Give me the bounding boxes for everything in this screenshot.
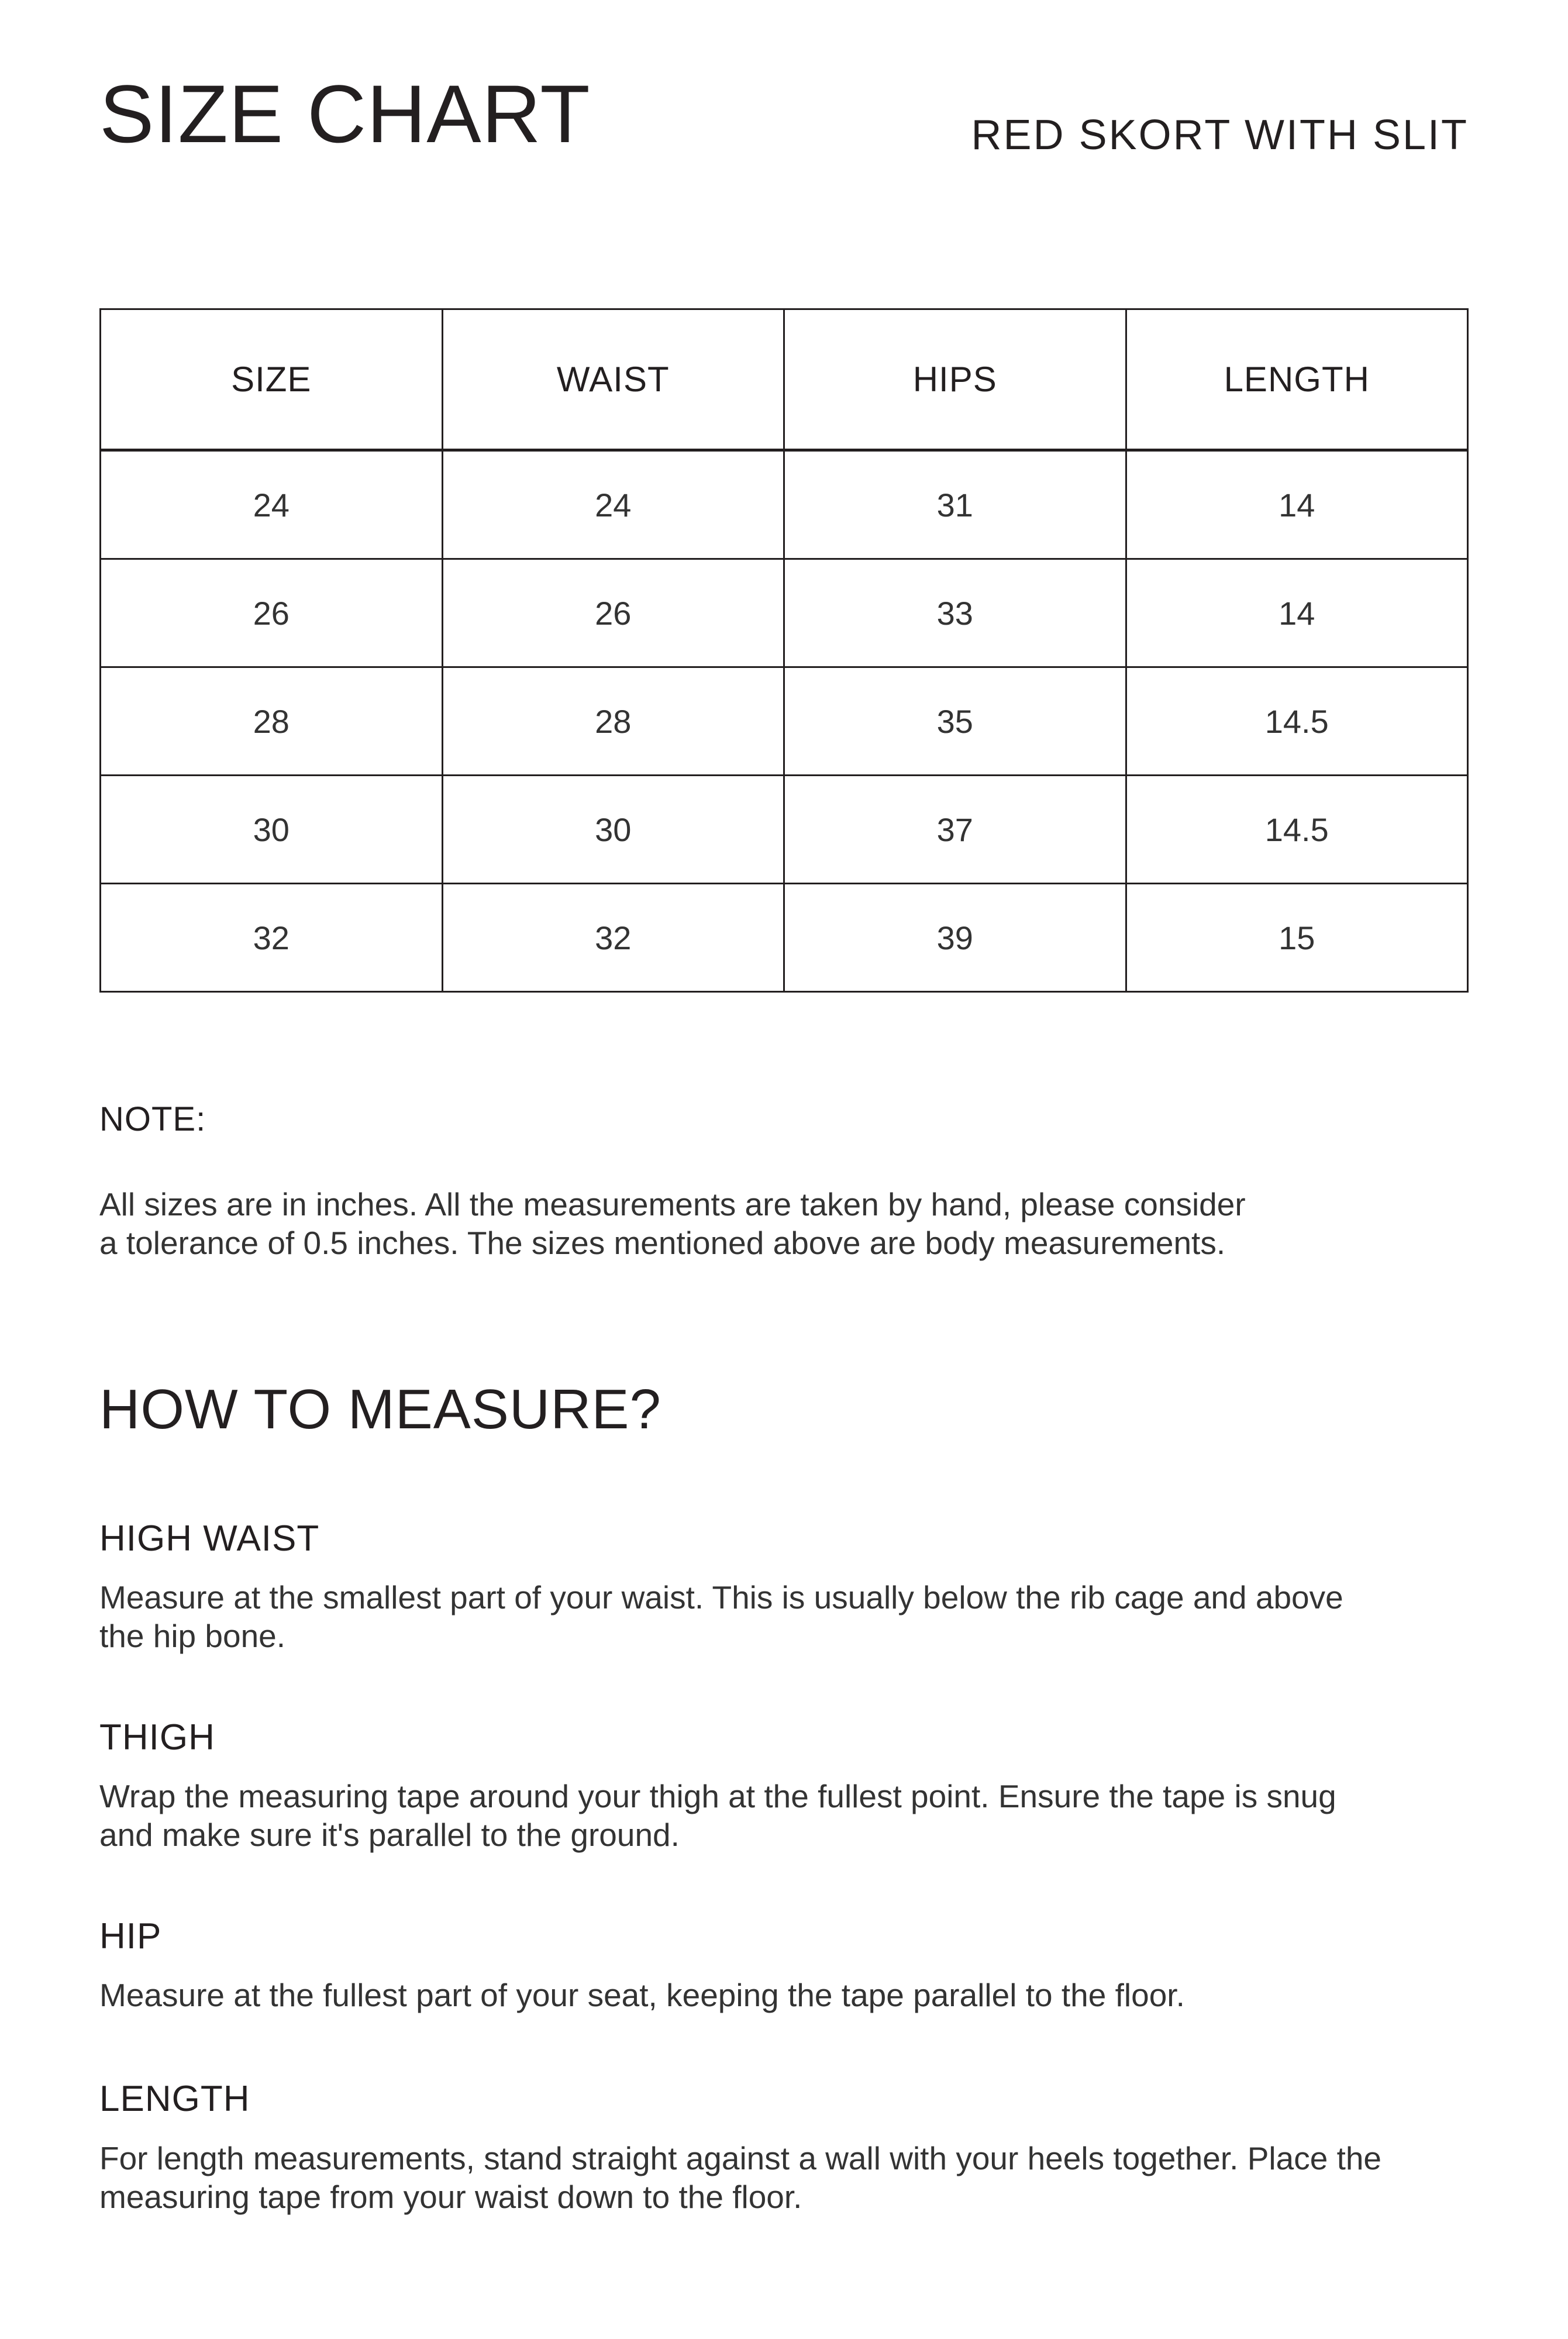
column-header-length: LENGTH <box>1126 309 1468 450</box>
column-header-size: SIZE <box>101 309 443 450</box>
cell-size: 32 <box>101 884 443 992</box>
table-row <box>101 776 1468 884</box>
cell-size: 24 <box>101 450 443 559</box>
note-text <box>99 1185 1328 1262</box>
table-header-row <box>101 309 1468 450</box>
cell-hips: 33 <box>784 559 1126 667</box>
cell-length: 14 <box>1126 450 1468 559</box>
how-to-measure-heading: HOW TO MEASURE? <box>99 1378 661 1441</box>
cell-hips: 31 <box>784 450 1126 559</box>
table-row <box>101 450 1468 559</box>
section-heading-high-waist: HIGH WAIST <box>99 1518 320 1559</box>
section-line: Measure at the smallest part of your waist. This is usually below the rib cage and above <box>99 1579 1343 1615</box>
cell-waist: 28 <box>442 667 784 776</box>
cell-size: 28 <box>101 667 443 776</box>
cell-length: 14.5 <box>1126 667 1468 776</box>
section-text-hip <box>99 1976 1415 2014</box>
section-text-length <box>99 2139 1415 2216</box>
column-header-hips: HIPS <box>784 309 1126 450</box>
cell-length: 14.5 <box>1126 776 1468 884</box>
cell-hips: 37 <box>784 776 1126 884</box>
section-text-thigh <box>99 1777 1415 1854</box>
cell-waist: 26 <box>442 559 784 667</box>
cell-length: 15 <box>1126 884 1468 992</box>
section-line: Measure at the fullest part of your seat, keeping the tape parallel to the floor. <box>99 1977 1185 2013</box>
note-line-2: a tolerance of 0.5 inches. The sizes mentioned above are body measurements. <box>99 1225 1226 1261</box>
note-line-1: All sizes are in inches. All the measurements are taken by hand, please consider <box>99 1186 1246 1222</box>
section-heading-thigh: THIGH <box>99 1717 215 1758</box>
section-line: Wrap the measuring tape around your thigh at the fullest point. Ensure the tape is snug <box>99 1778 1336 1814</box>
table-row <box>101 559 1468 667</box>
cell-waist: 32 <box>442 884 784 992</box>
section-heading-length: LENGTH <box>99 2079 250 2119</box>
cell-hips: 39 <box>784 884 1126 992</box>
section-line: the hip bone. <box>99 1618 286 1654</box>
size-table <box>99 308 1469 993</box>
section-text-high-waist <box>99 1578 1415 1655</box>
page-title: SIZE CHART <box>99 68 591 160</box>
cell-waist: 24 <box>442 450 784 559</box>
cell-length: 14 <box>1126 559 1468 667</box>
table-row <box>101 667 1468 776</box>
section-heading-hip: HIP <box>99 1916 162 1956</box>
section-line: For length measurements, stand straight against a wall with your heels together. Place the <box>99 2140 1382 2176</box>
cell-waist: 30 <box>442 776 784 884</box>
section-line: and make sure it's parallel to the ground. <box>99 1817 680 1853</box>
cell-hips: 35 <box>784 667 1126 776</box>
column-header-waist: WAIST <box>442 309 784 450</box>
product-name: RED SKORT WITH SLIT <box>971 112 1469 159</box>
section-line: measuring tape from your waist down to the floor. <box>99 2179 802 2215</box>
table-row <box>101 884 1468 992</box>
cell-size: 30 <box>101 776 443 884</box>
cell-size: 26 <box>101 559 443 667</box>
note-heading: NOTE: <box>99 1100 206 1138</box>
